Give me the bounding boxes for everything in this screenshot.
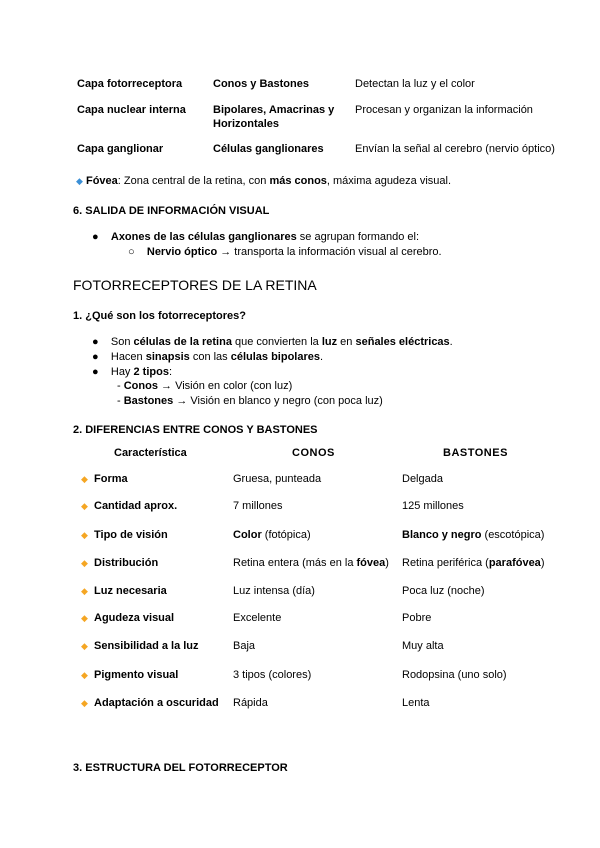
- characteristic: Adaptación a oscuridad: [94, 697, 219, 709]
- conos-value: Retina entera (más en la fóvea): [233, 557, 389, 569]
- characteristic: Distribución: [94, 557, 159, 569]
- conos-value: Color (fotópica): [233, 529, 311, 541]
- term: más conos: [269, 175, 327, 187]
- conos-value: 3 tipos (colores): [233, 669, 312, 681]
- bastones-value: Blanco y negro (escotópica): [402, 529, 545, 541]
- list-item: ● Son células de la retina que convierten la luz en señales eléctricas.: [92, 336, 453, 348]
- characteristic: Pigmento visual: [94, 669, 179, 681]
- layer-cells: Células ganglionares: [213, 143, 324, 155]
- text: : Zona central de la retina, con: [117, 175, 270, 187]
- characteristic: Luz necesaria: [94, 585, 167, 597]
- characteristic: Agudeza visual: [94, 612, 175, 624]
- list-item: ● Hay 2 tipos:: [92, 366, 173, 378]
- term: Fóvea: [85, 175, 118, 187]
- page-title: FOTORRECEPTORES DE LA RETINA: [73, 277, 317, 293]
- text: → transporta la información visual al cerebro.: [217, 246, 442, 258]
- conos-value: Gruesa, punteada: [233, 473, 322, 485]
- characteristic: Tipo de visión: [94, 529, 168, 541]
- text: , máxima agudeza visual.: [326, 175, 452, 187]
- diamond-bullet-icon: ◆: [81, 474, 88, 484]
- bastones-value: Poca luz (noche): [402, 585, 485, 597]
- conos-value: Rápida: [233, 697, 268, 709]
- bastones-value: Lenta: [402, 697, 430, 709]
- diamond-bullet-icon: ◆: [81, 670, 88, 680]
- conos-value: 7 millones: [233, 500, 283, 512]
- column-header: Característica: [114, 447, 187, 459]
- list-item: ○ Nervio óptico → transporta la información visual al cerebro.: [128, 246, 442, 258]
- diamond-bullet-icon: ◆: [76, 176, 83, 186]
- list-item: - Conos → Visión en color (con luz): [117, 380, 293, 392]
- conos-value: Baja: [233, 640, 256, 652]
- diamond-bullet-icon: ◆: [81, 530, 88, 540]
- fovea-note: [76, 174, 451, 188]
- layer-name: Capa nuclear interna: [77, 104, 186, 116]
- term: Axones de las células ganglionares: [110, 231, 297, 243]
- section-heading: 3. ESTRUCTURA DEL FOTORRECEPTOR: [73, 762, 288, 774]
- diamond-bullet-icon: ◆: [81, 558, 88, 568]
- bastones-value: Pobre: [402, 612, 432, 624]
- section-heading: 1. ¿Qué son los fotorreceptores?: [73, 310, 246, 322]
- bastones-value: Retina periférica (parafóvea): [402, 557, 545, 569]
- bastones-value: Delgada: [402, 473, 443, 485]
- diamond-bullet-icon: ◆: [81, 586, 88, 596]
- bastones-value: Muy alta: [402, 640, 444, 652]
- conos-value: Luz intensa (día): [233, 585, 315, 597]
- diamond-bullet-icon: ◆: [81, 641, 88, 651]
- layer-cells: Horizontales: [213, 118, 280, 130]
- characteristic: Forma: [94, 473, 128, 485]
- diamond-bullet-icon: ◆: [81, 613, 88, 623]
- list-item: ● Axones de las células ganglionares se agrupan formando el:: [92, 231, 420, 243]
- layer-name: Capa ganglionar: [77, 143, 164, 155]
- diamond-bullet-icon: ◆: [81, 501, 88, 511]
- list-item: - Bastones → Visión en blanco y negro (con poca luz): [117, 395, 383, 407]
- conos-value: Excelente: [233, 612, 282, 624]
- layer-name: Capa fotorreceptora: [77, 78, 183, 90]
- characteristic: Sensibilidad a la luz: [94, 640, 199, 652]
- section-heading: 6. SALIDA DE INFORMACIÓN VISUAL: [73, 205, 270, 217]
- term: Nervio óptico: [146, 246, 218, 258]
- layer-function: Detectan la luz y el color: [355, 78, 475, 90]
- bastones-value: 125 millones: [402, 500, 464, 512]
- column-header: BASTONES: [443, 447, 508, 459]
- layer-cells: Bipolares, Amacrinas y: [213, 104, 335, 116]
- layer-function: Envían la señal al cerebro (nervio óptico): [355, 143, 555, 155]
- characteristic: Cantidad aprox.: [94, 500, 178, 512]
- layer-cells: Conos y Bastones: [213, 78, 309, 90]
- section-heading: 2. DIFERENCIAS ENTRE CONOS Y BASTONES: [73, 424, 318, 436]
- column-header: CONOS: [292, 447, 335, 459]
- bastones-value: Rodopsina (uno solo): [402, 669, 507, 681]
- text: se agrupan formando el:: [296, 231, 420, 243]
- list-item: ● Hacen sinapsis con las células bipolares.: [92, 351, 324, 363]
- diamond-bullet-icon: ◆: [81, 698, 88, 708]
- layer-function: Procesan y organizan la información: [355, 104, 533, 116]
